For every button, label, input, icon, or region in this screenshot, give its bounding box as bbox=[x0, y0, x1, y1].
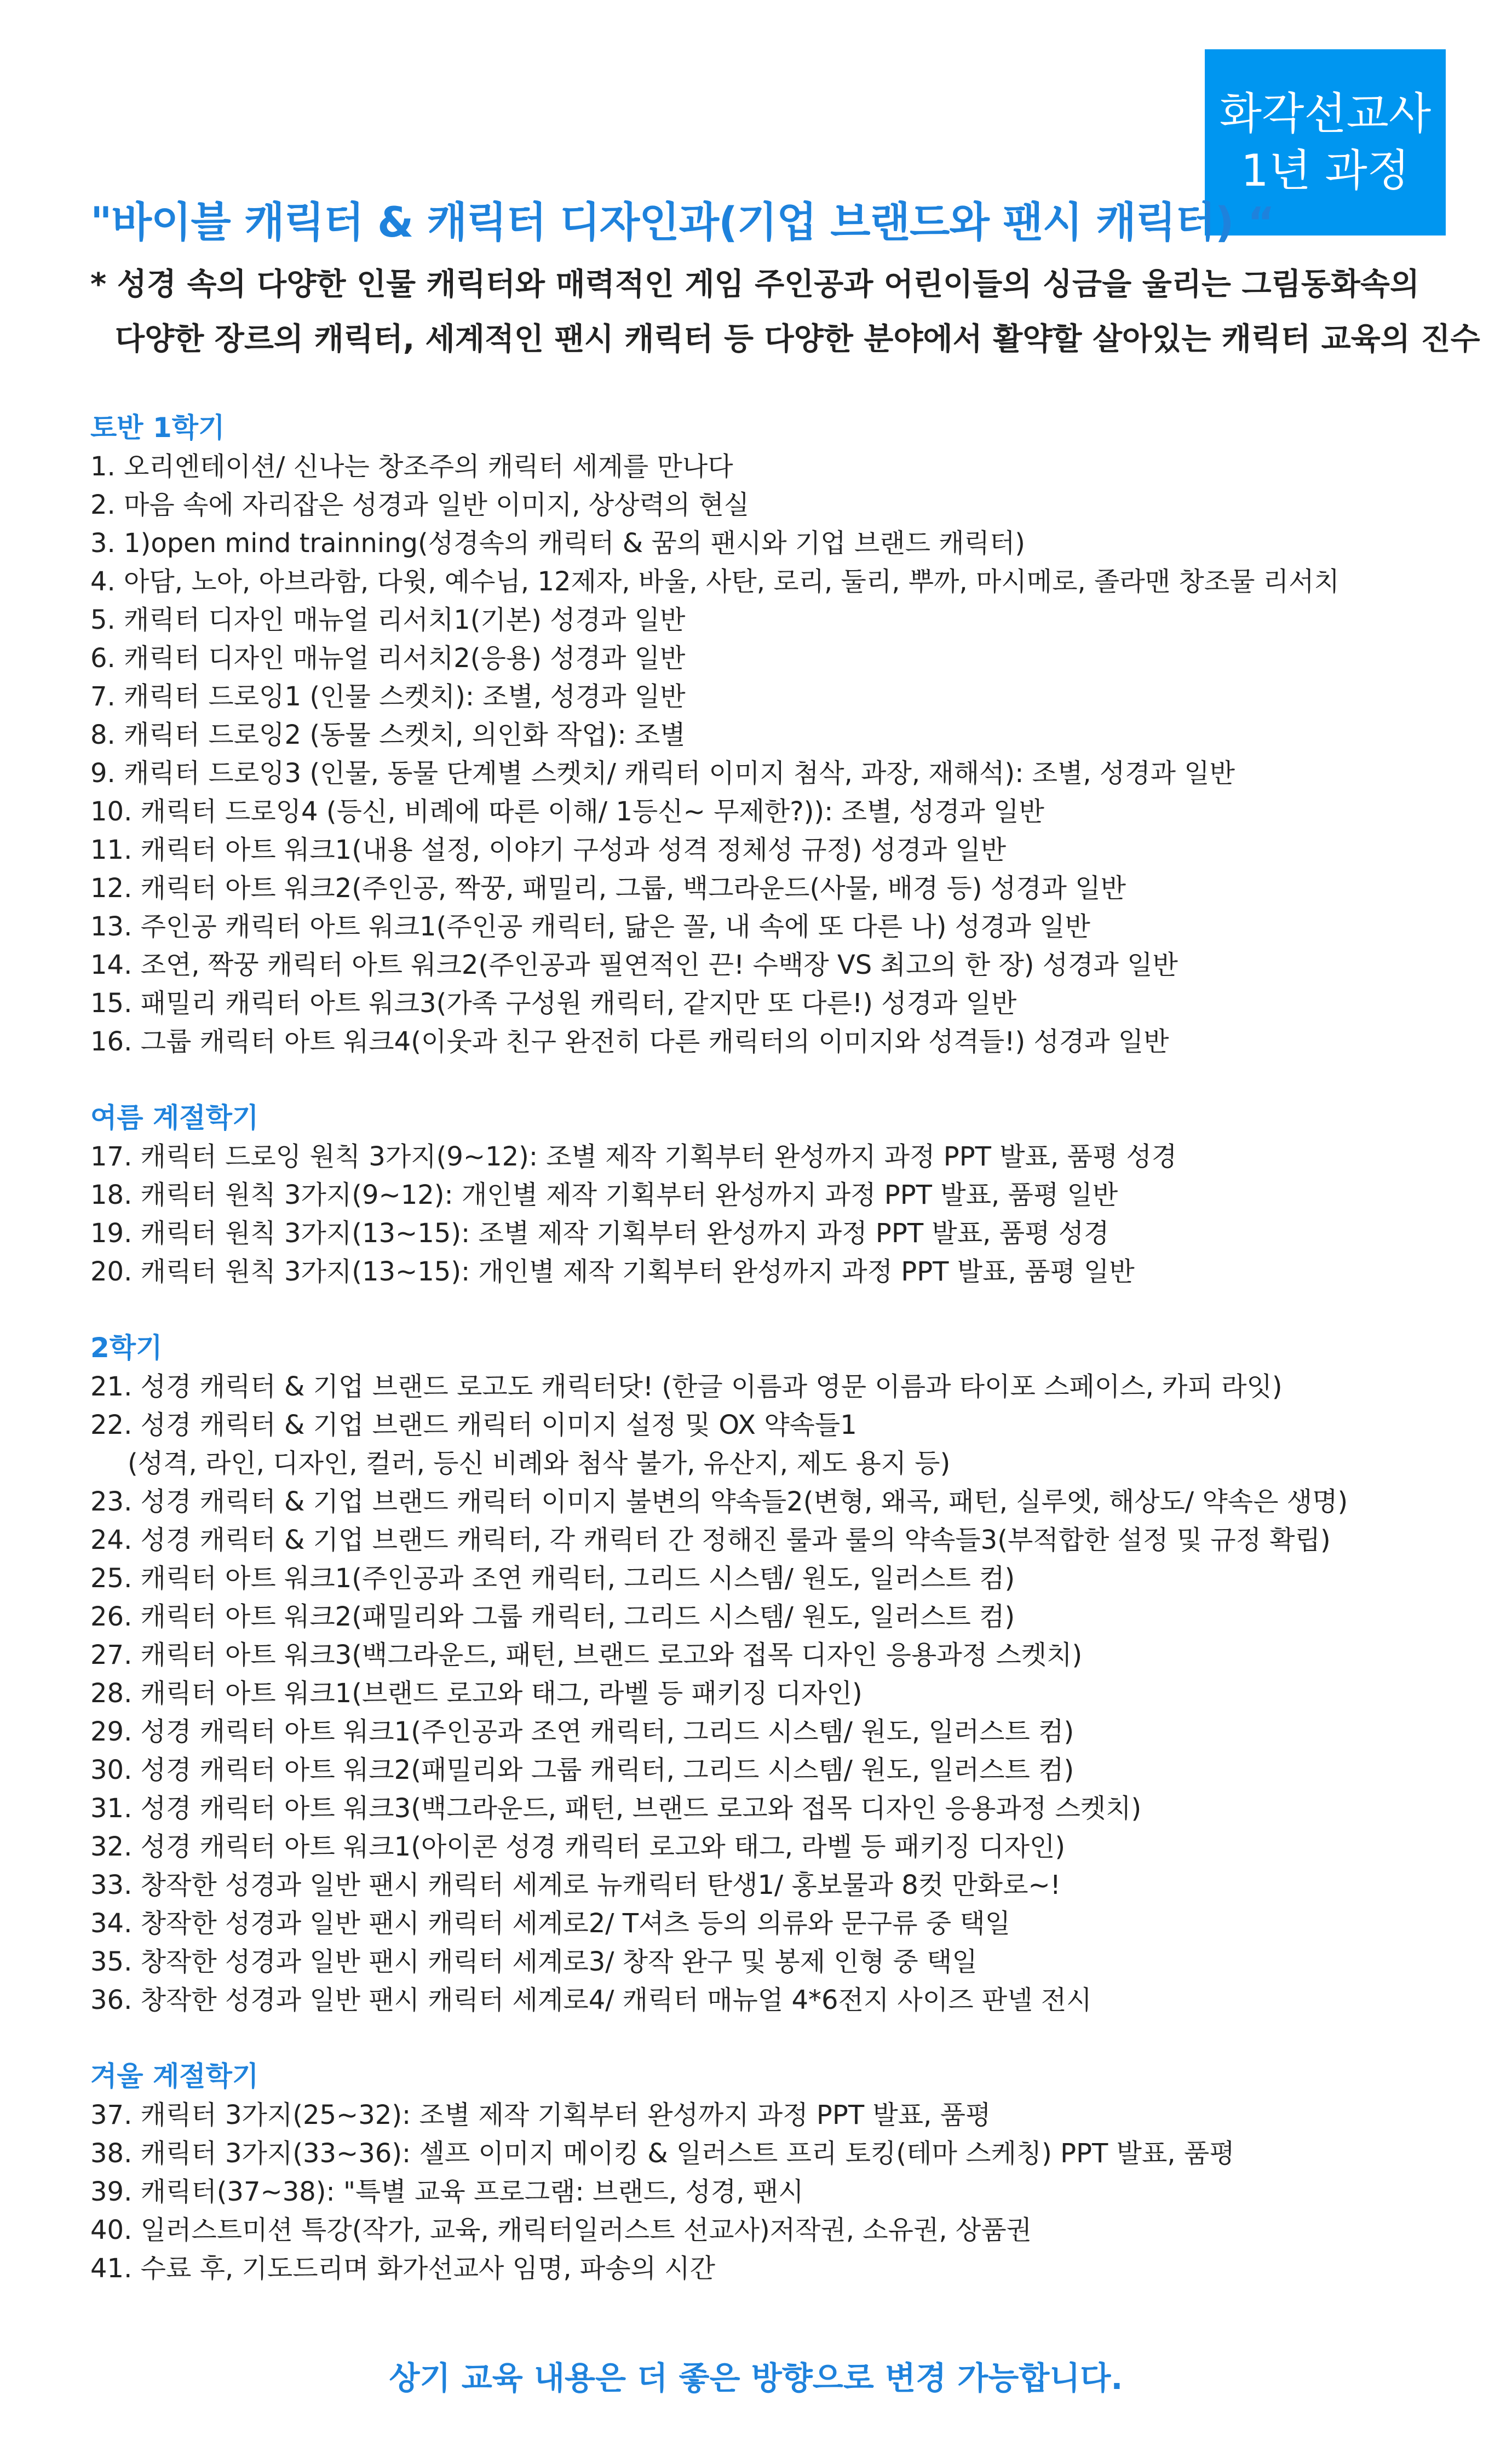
list-item: 31. 성경 캐릭터 아트 워크3(백그라운드, 패턴, 브랜드 로고와 접목 디자인 응용과정 스켓치) bbox=[90, 1793, 1142, 1824]
section-title: 겨울 계절학기 bbox=[90, 2060, 259, 2092]
list-item: 18. 캐릭터 원칙 3가지(9~12): 개인별 제작 기획부터 완성까지 과정 PPT 발표, 품평 일반 bbox=[90, 1180, 1118, 1210]
footer-notice: 상기 교육 내용은 더 좋은 방향으로 변경 가능합니다. bbox=[389, 2359, 1123, 2397]
section-semester-2 bbox=[90, 1328, 1448, 2019]
list-item: 33. 창작한 성경과 일반 팬시 캐릭터 세계로 뉴캐릭터 탄생1/ 홍보물과 8컷 만화로~! bbox=[90, 1870, 1061, 1900]
page-title: "바이블 캐릭터 & 캐릭터 디자인과(기업 브랜드와 팬시 캐릭터) “ bbox=[90, 198, 1274, 246]
list-item: 26. 캐릭터 아트 워크2(패밀리와 그룹 캐릭터, 그리드 시스템/ 원도, 일러스트 컴) bbox=[90, 1601, 1015, 1632]
list-item: 36. 창작한 성경과 일반 팬시 캐릭터 세계로4/ 캐릭터 매뉴얼 4*6전지 사이즈 판넬 전시 bbox=[90, 1985, 1092, 2015]
list-item: 30. 성경 캐릭터 아트 워크2(패밀리와 그룹 캐릭터, 그리드 시스템/ 원도, 일러스트 컴) bbox=[90, 1755, 1074, 1785]
badge-line-1: 화각선교사 bbox=[1219, 88, 1431, 139]
list-item: 22. 성경 캐릭터 & 기업 브랜드 캐릭터 이미지 설정 및 OX 약속들1 bbox=[90, 1410, 857, 1440]
list-item: 12. 캐릭터 아트 워크2(주인공, 짝꿍, 패밀리, 그룹, 백그라운드(사물, 배경 등) 성경과 일반 bbox=[90, 873, 1126, 904]
section-gap bbox=[90, 2019, 1448, 2057]
list-item: 10. 캐릭터 드로잉4 (등신, 비례에 따른 이해/ 1등신~ 무제한?)): 조별, 성경과 일반 bbox=[90, 796, 1044, 827]
list-item-continuation: (성격, 라인, 디자인, 컬러, 등신 비례와 첨삭 불가, 유산지, 제도 용지 등) bbox=[128, 1448, 951, 1479]
list-item: 39. 캐릭터(37~38): "특별 교육 프로그램: 브랜드, 성경, 팬시 bbox=[90, 2176, 804, 2207]
list-item: 38. 캐릭터 3가지(33~36): 셀프 이미지 메이킹 & 일러스트 프리 토킹(테마 스케칭) PPT 발표, 품평 bbox=[90, 2138, 1235, 2169]
list-item: 4. 아담, 노아, 아브라함, 다윗, 예수님, 12제자, 바울, 사탄, 로리, 둘리, 뿌까, 마시메로, 졸라맨 창조물 리서치 bbox=[90, 566, 1339, 597]
list-item: 7. 캐릭터 드로잉1 (인물 스켓치): 조별, 성경과 일반 bbox=[90, 681, 686, 712]
list-item: 35. 창작한 성경과 일반 팬시 캐릭터 세계로3/ 창작 완구 및 봉제 인형 중 택일 bbox=[90, 1946, 978, 1977]
list-item: 15. 패밀리 캐릭터 아트 워크3(가족 구성원 캐릭터, 같지만 또 다른!) 성경과 일반 bbox=[90, 988, 1017, 1019]
list-item: 20. 캐릭터 원칙 3가지(13~15): 개인별 제작 기획부터 완성까지 과정 PPT 발표, 품평 일반 bbox=[90, 1256, 1135, 1287]
list-item: 32. 성경 캐릭터 아트 워크1(아이콘 성경 캐릭터 로고와 태그, 라벨 등 패키징 디자인) bbox=[90, 1831, 1066, 1862]
list-item: 37. 캐릭터 3가지(25~32): 조별 제작 기획부터 완성까지 과정 PPT 발표, 품평 bbox=[90, 2100, 991, 2130]
curriculum bbox=[90, 408, 1448, 2288]
section-title: 2학기 bbox=[90, 1332, 163, 1364]
list-item: 5. 캐릭터 디자인 매뉴얼 리서치1(기본) 성경과 일반 bbox=[90, 605, 686, 635]
badge-line-2: 1년 과정 bbox=[1240, 145, 1410, 196]
list-item: 27. 캐릭터 아트 워크3(백그라운드, 패턴, 브랜드 로고와 접목 디자인 응용과정 스켓치) bbox=[90, 1640, 1083, 1670]
section-winter-term bbox=[90, 2057, 1448, 2288]
section-semester-1 bbox=[90, 408, 1448, 1061]
list-item: 6. 캐릭터 디자인 매뉴얼 리서치2(응용) 성경과 일반 bbox=[90, 643, 686, 674]
page-subtitle bbox=[90, 257, 1480, 367]
section-summer-term bbox=[90, 1098, 1448, 1291]
subtitle-line-1: * 성경 속의 다양한 인물 캐릭터와 매력적인 게임 주인공과 어린이들의 싱금을 울리는 그림동화속의 bbox=[90, 267, 1420, 302]
section-title: 토반 1학기 bbox=[90, 412, 225, 444]
list-item: 9. 캐릭터 드로잉3 (인물, 동물 단계별 스켓치/ 캐릭터 이미지 첨삭, 과장, 재해석): 조별, 성경과 일반 bbox=[90, 758, 1235, 789]
list-item: 24. 성경 캐릭터 & 기업 브랜드 캐릭터, 각 캐릭터 간 정해진 룰과 룰의 약속들3(부적합한 설정 및 규정 확립) bbox=[90, 1525, 1331, 1555]
subtitle-line-2: 다양한 장르의 캐릭터, 세계적인 팬시 캐릭터 등 다양한 분야에서 활약할 살아있는 캐릭터 교육의 진수 bbox=[115, 321, 1480, 357]
list-item: 34. 창작한 성경과 일반 팬시 캐릭터 세계로2/ T셔츠 등의 의류와 문구류 중 택일 bbox=[90, 1908, 1011, 1939]
section-gap bbox=[90, 1061, 1448, 1098]
list-item: 19. 캐릭터 원칙 3가지(13~15): 조별 제작 기획부터 완성까지 과정 PPT 발표, 품평 성경 bbox=[90, 1218, 1109, 1249]
section-gap bbox=[90, 1291, 1448, 1328]
list-item: 11. 캐릭터 아트 워크1(내용 설정, 이야기 구성과 성격 정체성 규정) 성경과 일반 bbox=[90, 835, 1007, 865]
list-item: 25. 캐릭터 아트 워크1(주인공과 조연 캐릭터, 그리드 시스템/ 원도, 일러스트 컴) bbox=[90, 1563, 1015, 1594]
list-item: 41. 수료 후, 기도드리며 화가선교사 임명, 파송의 시간 bbox=[90, 2253, 716, 2284]
list-item: 23. 성경 캐릭터 & 기업 브랜드 캐릭터 이미지 불변의 약속들2(변형, 왜곡, 패턴, 실루엣, 해상도/ 약속은 생명) bbox=[90, 1486, 1348, 1517]
list-item: 21. 성경 캐릭터 & 기업 브랜드 로고도 캐릭터닷! (한글 이름과 영문 이름과 타이포 스페이스, 카피 라잇) bbox=[90, 1371, 1283, 1402]
list-item: 17. 캐릭터 드로잉 원칙 3가지(9~12): 조별 제작 기획부터 완성까지 과정 PPT 발표, 품평 성경 bbox=[90, 1141, 1177, 1172]
list-item: 1. 오리엔테이션/ 신나는 창조주의 캐릭터 세계를 만나다 bbox=[90, 451, 733, 482]
list-item: 16. 그룹 캐릭터 아트 워크4(이웃과 친구 완전히 다른 캐릭터의 이미지와 성격들!) 성경과 일반 bbox=[90, 1026, 1169, 1057]
list-item: 14. 조연, 짝꿍 캐릭터 아트 워크2(주인공과 필연적인 끈! 수백장 VS 최고의 한 장) 성경과 일반 bbox=[90, 950, 1178, 980]
list-item: 8. 캐릭터 드로잉2 (동물 스켓치, 의인화 작업): 조별 bbox=[90, 720, 686, 750]
list-item: 3. 1)open mind trainning(성경속의 캐릭터 & 꿈의 팬시와 기업 브랜드 캐릭터) bbox=[90, 528, 1026, 559]
section-title: 여름 계절학기 bbox=[90, 1102, 259, 1134]
list-item: 2. 마음 속에 자리잡은 성경과 일반 이미지, 상상력의 현실 bbox=[90, 490, 750, 520]
list-item: 28. 캐릭터 아트 워크1(브랜드 로고와 태그, 라벨 등 패키징 디자인) bbox=[90, 1678, 863, 1709]
list-item: 29. 성경 캐릭터 아트 워크1(주인공과 조연 캐릭터, 그리드 시스템/ 원도, 일러스트 컴) bbox=[90, 1716, 1074, 1747]
list-item: 40. 일러스트미션 특강(작가, 교육, 캐릭터일러스트 선교사)저작권, 소유권, 상품권 bbox=[90, 2215, 1032, 2245]
list-item: 13. 주인공 캐릭터 아트 워크1(주인공 캐릭터, 닮은 꼴, 내 속에 또 다른 나) 성경과 일반 bbox=[90, 911, 1090, 942]
